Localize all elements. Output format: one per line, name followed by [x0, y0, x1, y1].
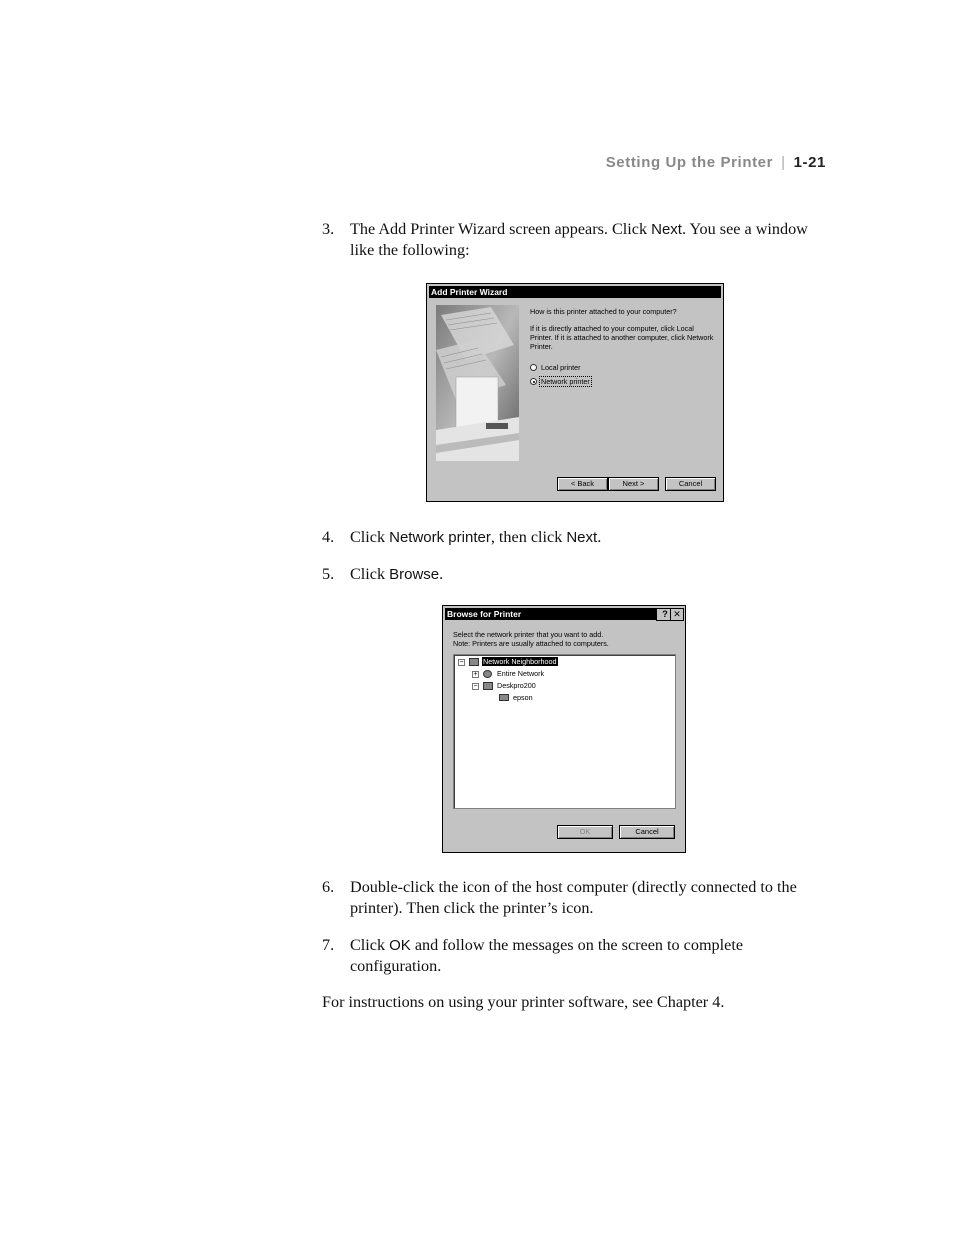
browse-cancel-button[interactable]: Cancel: [619, 825, 675, 839]
step-text: Double-click the icon of the host computer (directly connected to the printer). Then click the printer’s icon.: [350, 878, 797, 917]
wizard-explain-line2: Printer. If it is attached to another computer, click Network: [530, 333, 714, 342]
step-text-post: . You see a window like the following:: [350, 220, 808, 259]
step-number: 4.: [322, 528, 335, 546]
help-button[interactable]: ?: [656, 608, 674, 621]
step-number: 5.: [322, 565, 335, 583]
browse-for-printer-dialog: [442, 605, 686, 853]
tree-item-entire-network[interactable]: Entire Network: [497, 669, 545, 678]
collapse-icon[interactable]: −: [459, 659, 464, 666]
network-neighborhood-icon: [469, 658, 479, 666]
ui-term-next: Next: [651, 221, 682, 238]
step-text-pre: Click: [350, 528, 390, 546]
step-text-post: and follow the messages on the screen to complete configuration.: [350, 936, 744, 975]
header-separator: |: [781, 154, 786, 171]
browse-instruction-line2: Note: Printers are usually attached to computers.: [453, 639, 609, 648]
step-text-pre: Click: [350, 565, 390, 583]
step-text-mid: , then click: [490, 528, 567, 546]
ui-term-ok: OK: [389, 937, 411, 954]
local-printer-radio[interactable]: [530, 364, 537, 371]
printer-icon: [499, 694, 509, 701]
collapse-icon[interactable]: −: [473, 683, 478, 690]
tree-item-deskpro200[interactable]: Deskpro200: [497, 681, 536, 690]
expand-icon[interactable]: +: [473, 671, 478, 678]
wizard-title: Add Printer Wizard: [429, 286, 721, 298]
step-text-pre: The Add Printer Wizard screen appears. Click: [350, 220, 652, 238]
add-printer-wizard-dialog: [426, 283, 724, 502]
wizard-explain-line1: If it is directly attached to your computer, click Local: [530, 324, 694, 333]
step-text-pre: Click: [350, 936, 390, 954]
closing-paragraph: For instructions on using your printer software, see Chapter 4.: [322, 993, 725, 1011]
local-printer-label[interactable]: Local printer: [541, 363, 581, 372]
step-6: [322, 877, 832, 919]
step-text: [350, 219, 832, 261]
step-number: 3.: [322, 220, 335, 238]
step-number: 6.: [322, 878, 335, 896]
page-number: 1-21: [793, 154, 826, 171]
step-text-post: .: [597, 528, 602, 546]
printer-illustration: [436, 305, 519, 461]
step-3: [322, 219, 832, 261]
wizard-explain-line3: Printer.: [530, 342, 553, 351]
close-button[interactable]: ✕: [670, 608, 684, 621]
step-5: [322, 564, 832, 585]
network-printer-label[interactable]: Network printer: [541, 377, 590, 386]
ui-term-next: Next: [566, 529, 598, 546]
wizard-question: How is this printer attached to your computer?: [530, 307, 677, 316]
step-text-post: .: [439, 565, 444, 583]
ui-term-network-printer: Network printer: [389, 529, 491, 546]
step-text: [350, 564, 832, 585]
browse-title: Browse for Printer: [445, 608, 683, 620]
step-4: [322, 527, 832, 548]
ok-button[interactable]: OK: [557, 825, 613, 839]
browse-instruction-line1: Select the network printer that you want to add.: [453, 630, 604, 639]
next-button[interactable]: Next >: [608, 477, 659, 491]
header-section: Setting Up the Printer: [605, 154, 774, 171]
tree-item-network-neighborhood[interactable]: Network Neighborhood: [483, 657, 557, 666]
back-button[interactable]: < Back: [557, 477, 608, 491]
tree-item-epson[interactable]: epson: [513, 693, 533, 702]
step-text: [350, 935, 832, 977]
printer-tree-view[interactable]: [453, 654, 676, 809]
network-printer-radio[interactable]: [530, 378, 537, 385]
step-7: [322, 935, 832, 977]
globe-icon: [483, 670, 492, 678]
computer-icon: [483, 682, 493, 690]
step-number: 7.: [322, 936, 335, 954]
running-header: [606, 154, 826, 171]
ui-term-browse: Browse: [389, 566, 440, 583]
wizard-cancel-button[interactable]: Cancel: [665, 477, 716, 491]
step-text: [350, 527, 832, 548]
